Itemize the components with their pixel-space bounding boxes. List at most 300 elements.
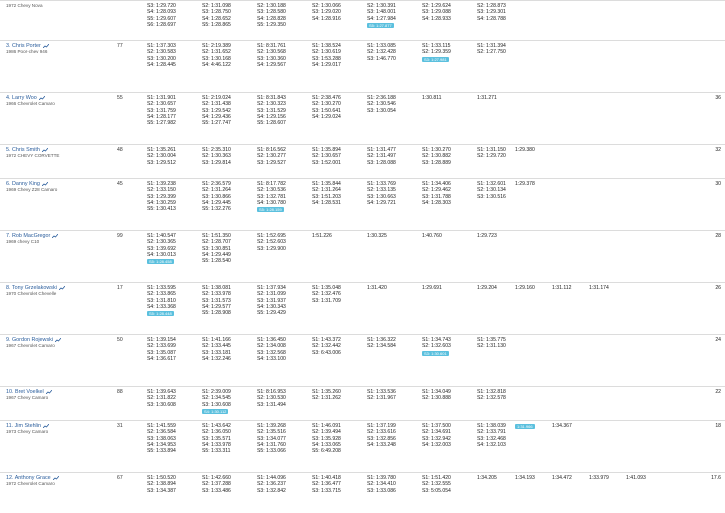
lap-time: S4: 1:29.024 [312,113,341,120]
session-cell [589,231,626,283]
lap-time: S1: 1:35.775 [477,337,506,343]
session-cell [626,41,663,93]
session-cell [477,93,515,145]
lap-time: S4: 1:33.368 [147,303,176,310]
lap-time: S3: 1:50.641 [312,107,341,114]
lap-time: S2: 1:30.277 [257,153,286,160]
best-lap-badge: S3: 1:30.601 [424,350,447,356]
session-cell [422,93,477,145]
session-cell [515,473,552,513]
chart-icon[interactable] [43,44,49,48]
lap-time: S2: 1:31.438 [202,101,231,108]
car-number: 31 [115,421,147,473]
lap-time: 1:29.380 [515,147,535,153]
chart-icon[interactable] [52,234,58,238]
lap-time: S3: 1:31.573 [202,297,231,304]
driver-name-link[interactable]: 6. Danny King [6,181,40,187]
session-cell [312,283,367,335]
lap-time: S1: 1:33.115 [422,43,451,49]
lap-time: S2: 1:33.978 [202,291,231,298]
lap-time: S1: 1:30.270 [422,147,451,153]
lap-time: S3: 1:29.900 [257,245,286,252]
lap-time: S4: 1:29.017 [312,61,341,68]
session-cell [147,179,202,231]
session-cell [663,179,700,231]
lap-time: S2: 1:32.428 [367,49,396,56]
session-cell [589,473,626,513]
lap-time: S3: 1:32.468 [477,435,506,442]
lap-time: S6: 1:28.697 [147,21,176,28]
table-row [0,473,725,513]
session-cell [202,93,257,145]
lap-time: S2: 1:36.237 [257,481,286,488]
lap-time: S1: 1:38.081 [202,285,231,291]
table-row [0,145,725,179]
lap-time: 1:33.979 [589,475,609,481]
lap-time: S5: 1:32.276 [202,206,231,213]
lap-time: S2: 1:31.264 [202,187,231,194]
lap-time: S5: 6:49.208 [312,448,341,455]
lap-time: S1: 8:31.761 [257,43,286,49]
car-model: 1986 Poor-chev 946 [6,49,48,55]
lap-time: S3: 1:34.077 [257,435,286,442]
lap-time: S1: 1:40.418 [312,475,341,481]
session-cell [312,335,367,387]
lap-time: 1:30.325 [367,233,387,239]
lap-time: S2: 1:33.135 [367,187,396,194]
lap-time: S1: 8:31.843 [257,95,286,101]
lap-time: S5: 1:33.894 [147,448,176,455]
session-cell [589,421,626,473]
lap-time: S4: 1:28.303 [422,199,451,206]
lap-time: S1: 1:38.039 [477,423,506,429]
lap-time: S2: 1:30.568 [257,49,286,56]
session-cell [257,231,312,283]
car-number: 45 [115,179,147,231]
session-cell [422,387,477,421]
lap-time: S2: 1:36.050 [202,429,231,436]
lap-time: S3: 1:31.494 [257,401,286,408]
session-cell [663,283,700,335]
session-cell [257,473,312,513]
session-cell [515,41,552,93]
lap-time: S2: 1:31.130 [477,343,506,350]
lap-time: S5: 1:28.865 [202,21,231,28]
lap-time: S2: 1:30.004 [147,153,176,160]
session-cell [422,145,477,179]
session-cell [422,1,477,41]
car-model: 1970 Chevrolet Chevelle [6,291,57,297]
session-cell [552,145,589,179]
lap-time: S3: 1:29.527 [257,159,286,166]
driver-name-link[interactable]: 7. Rob MacGregor [6,233,51,239]
lap-time: S1: 2:36.188 [367,95,396,101]
lap-time: S2: 1:31.099 [257,291,286,298]
lap-time: S2: 1:35.516 [257,429,286,436]
lap-time: S4: 1:33.978 [202,441,231,448]
lap-time: S2: 1:32.603 [422,343,451,350]
session-cell [477,145,515,179]
lap-time: 1:31.420 [367,285,387,291]
lap-time: S1: 1:37.303 [147,43,176,49]
lap-time: S1: 1:33.769 [367,181,396,187]
lap-time: S2: 1:39.494 [312,429,341,436]
table-row [0,41,725,93]
lap-time: S2: 1:27.750 [477,49,506,56]
lap-time: S3: 1:29.399 [147,193,176,200]
driver-name-link[interactable]: 10. Bret Voelkel [6,389,44,395]
lap-time: S3: 1:31.529 [257,107,286,114]
lap-time: S1: 1:34.049 [422,389,451,395]
lap-time: S1: 1:31.901 [147,95,176,101]
points-value: 18 [700,421,725,473]
lap-time: S1: 2:19.024 [202,95,231,101]
session-cell [422,421,477,473]
session-cell [515,179,552,231]
lap-time: S2: 1:34.691 [422,429,451,436]
driver-name-link[interactable]: 12. Anthony Grace [6,475,51,481]
car-model: 1972 Chevy Nova [6,3,43,8]
session-cell [589,335,626,387]
lap-time: S3: 1:28.889 [422,159,451,166]
best-lap-badge: S5: 1:28.458 [149,259,172,265]
session-cell [626,1,663,41]
session-cell [663,387,700,421]
lap-time: S3: 1:28.088 [367,159,396,166]
lap-time: S3: 1:33.715 [312,487,341,494]
points-value [700,41,725,93]
table-row [0,283,725,335]
lap-time: S1: 1:34.406 [422,181,451,187]
best-lap-badge: 1:31.966 [517,424,533,429]
lap-time: S1: 1:35.260 [312,389,341,395]
session-cell [663,41,700,93]
session-cell [663,1,700,41]
session-cell [626,387,663,421]
lap-time: S3: 1:30.360 [257,55,286,62]
lap-time: S4: 1:33.248 [367,441,396,448]
best-lap-badge: S3: 1:27.981 [424,56,447,62]
lap-time: S5: 1:27.747 [202,120,231,127]
session-cell [312,473,367,513]
driver-name-link[interactable]: 3. Chris Porter [6,43,41,49]
lap-time: S1: 1:43.642 [202,423,231,429]
driver-cell [0,335,115,387]
lap-time: S3: 1:31.709 [312,297,341,304]
lap-time: S4: 1:29.156 [257,113,286,120]
lap-time: 1:41.093 [626,475,646,481]
driver-cell [0,1,115,41]
lap-time: S2: 1:30.657 [312,153,341,160]
lap-time: S3: 1:30.516 [477,193,506,200]
lap-time: S4: 1:32.246 [202,355,231,362]
lap-time: S3: 1:29.301 [477,9,506,16]
session-cell [202,145,257,179]
session-cell [422,473,477,513]
lap-time: S1: 1:33.595 [147,285,176,291]
lap-time: S3: 1:30.866 [202,193,231,200]
lap-time: S3: 1:29.814 [202,159,231,166]
session-cell [202,179,257,231]
lap-time: S1: 1:41.559 [147,423,176,429]
lap-time: S3: 1:29.512 [147,159,176,166]
lap-time: S1: 1:33.536 [367,389,396,395]
lap-time: S2: 1:33.699 [147,343,176,350]
lap-time: S2: 1:30.546 [367,101,396,108]
lap-time: S3: 1:35.087 [147,349,176,356]
lap-time: S1: 1:41.166 [202,337,231,343]
lap-time: S2: 1:30.365 [147,239,176,246]
results-body [0,1,725,513]
lap-time: S4: 1:28.828 [257,15,286,22]
lap-time: S3: 1:31.810 [147,297,176,304]
lap-time: S2: 1:30.391 [367,3,396,9]
session-cell [626,473,663,513]
lap-time: S1: 1:32.818 [477,389,506,395]
lap-time: 1:29.160 [515,285,535,291]
session-cell [477,1,515,41]
lap-time: S3: 1:33.086 [367,487,396,494]
session-cell [257,179,312,231]
session-cell [367,421,422,473]
lap-time: S1: 8:16.562 [257,147,286,153]
lap-time: S4: 1:28.531 [312,199,341,206]
session-cell [422,283,477,335]
car-number [115,1,147,41]
session-cell [589,93,626,145]
lap-time: S3: 1:34.387 [147,487,176,494]
session-cell [257,283,312,335]
session-cell [312,179,367,231]
session-cell [202,41,257,93]
lap-time: S1: 2:39.009 [202,389,231,395]
lap-time: S4: 1:28.788 [477,15,506,22]
lap-time: S2: 1:33.616 [367,429,396,436]
session-cell [312,1,367,41]
session-cell [147,145,202,179]
lap-time: S1: 1:35.048 [312,285,341,291]
lap-time: S2: 1:30.882 [422,153,451,160]
session-cell [312,387,367,421]
chart-icon[interactable] [39,96,45,100]
session-cell [147,387,202,421]
lap-time: S1: 1:39.154 [147,337,176,343]
lap-time: S1: 1:51.420 [422,475,451,481]
driver-cell [0,231,115,283]
table-row [0,387,725,421]
car-number: 50 [115,335,147,387]
lap-time: S1: 2:38.476 [312,95,341,101]
lap-time: S2: 1:33.791 [477,429,506,436]
lap-time: 1:29.691 [422,285,442,291]
driver-cell [0,145,115,179]
lap-time: S2: 1:52.603 [257,239,286,246]
lap-time: S2: 1:34.584 [367,343,396,350]
session-cell [663,93,700,145]
session-cell [422,179,477,231]
session-cell [202,335,257,387]
lap-time: S1: 1:43.372 [312,337,341,343]
session-cell [626,93,663,145]
table-row [0,335,725,387]
car-number: 88 [115,387,147,421]
lap-time: S2: 1:29.720 [477,153,506,160]
session-cell [515,387,552,421]
lap-time: S2: 1:34.008 [257,343,286,350]
session-cell [422,335,477,387]
chart-icon[interactable] [46,390,52,394]
lap-time: S3: 1:29.088 [422,9,451,16]
session-cell [589,283,626,335]
lap-time: S2: 1:33.865 [147,291,176,298]
lap-time: S2: 1:29.462 [422,187,451,194]
car-number: 48 [115,145,147,179]
session-cell [202,421,257,473]
session-cell [257,335,312,387]
lap-time: S3: 1:31.788 [422,193,451,200]
session-cell [312,93,367,145]
car-model: 1973 Chevy Camaro [6,429,49,435]
session-cell [626,421,663,473]
lap-time: S1: 1:38.524 [312,43,341,49]
best-lap-badge: S5: 1:27.877 [369,22,392,28]
session-cell [626,145,663,179]
lap-time: S1: 1:31.150 [477,147,506,153]
car-number: 67 [115,473,147,513]
lap-time: S4: 1:28.177 [147,113,176,120]
session-cell [257,93,312,145]
session-cell [477,473,515,513]
lap-time: S3: 1:32.942 [422,435,451,442]
chart-icon[interactable] [53,476,59,480]
lap-time: S1: 1:50.520 [147,475,176,481]
session-cell [367,335,422,387]
driver-name-link[interactable]: 4. Larry Woo [6,95,37,101]
lap-time: S3: 1:28.580 [257,9,286,16]
lap-time: S2: 1:33.150 [147,187,176,194]
session-cell [663,473,700,513]
lap-time: S3: 1:30.851 [202,245,231,252]
session-cell [147,473,202,513]
driver-name-link[interactable]: 9. Gordon Rojewski [6,337,54,343]
lap-time: S1: 1:35.894 [312,147,341,153]
lap-time: S3: 1:31.759 [147,107,176,114]
session-cell [147,283,202,335]
lap-time: S5: 1:28.540 [202,258,231,265]
lap-time: 1:30.811 [422,95,442,101]
lap-time: S3: 1:30.200 [147,55,176,62]
session-cell [552,179,589,231]
lap-time: S1: 1:35.261 [147,147,176,153]
session-cell [663,145,700,179]
car-model: 1969 chevy C10 [6,239,40,245]
lap-time: S3: 1:32.842 [257,487,286,494]
session-cell [367,473,422,513]
session-cell [626,231,663,283]
lap-time: S2: 1:36.584 [147,429,176,436]
lap-time: S4: 1:33.065 [312,441,341,448]
car-number: 17 [115,283,147,335]
session-cell [147,41,202,93]
chart-icon[interactable] [42,182,48,186]
driver-cell [0,387,115,421]
lap-time: S5: 1:29.429 [257,310,286,317]
lap-time: S3: 1:39.692 [147,245,176,252]
lap-time: 1:29.723 [477,233,497,239]
driver-cell [0,473,115,513]
car-model: 1966 Chevrolet Camaro [6,101,55,107]
lap-time: S4: 1:32.003 [422,441,451,448]
lap-time: S3: 1:28.750 [202,9,231,16]
driver-name-link[interactable]: 11. Jim Stehlin [6,423,41,429]
chart-icon[interactable] [43,424,49,428]
lap-time: 1:31.271 [477,95,497,101]
session-cell [147,1,202,41]
lap-time: S1: 1:39.780 [367,475,396,481]
session-cell [202,1,257,41]
session-cell [589,1,626,41]
lap-time: S1: 1:46.091 [312,423,341,429]
lap-time: S4: 1:28.933 [422,15,451,22]
lap-time: S4: 1:30.343 [257,303,286,310]
lap-time: S4: 1:28.916 [312,15,341,22]
session-cell [626,283,663,335]
lap-time: S2: 1:30.657 [147,101,176,108]
lap-time: S1: 1:34.743 [422,337,451,343]
lap-time: S1: 1:39.238 [147,181,176,187]
session-cell [367,283,422,335]
lap-time: S4: 1:29.436 [202,113,231,120]
best-lap-badge: S5: 1:28.448 [149,311,172,317]
session-cell [147,421,202,473]
chart-icon[interactable] [59,286,65,290]
car-model: 1969 Chevy Z28 Camaro [6,187,58,193]
lap-time: S4: 1:31.760 [257,441,286,448]
session-cell [515,335,552,387]
lap-time: S3: 1:48.001 [367,9,396,16]
session-cell [552,231,589,283]
lap-time: S1: 2:36.579 [202,181,231,187]
lap-time: S3: 1:31.937 [257,297,286,304]
lap-time: S2: 1:32.442 [312,343,341,350]
lap-time: S2: 1:30.536 [257,187,286,194]
lap-time: S4: 1:34.953 [147,441,176,448]
points-value: 30 [700,179,725,231]
lap-time: S5: 1:33.066 [257,448,286,455]
chart-icon[interactable] [55,338,61,342]
session-cell [589,41,626,93]
lap-time: S3: 1:30.608 [147,401,176,408]
lap-time: S3: 6:43.006 [312,349,341,356]
session-cell [257,41,312,93]
driver-name-link[interactable]: 5. Chris Smith [6,147,40,153]
lap-time: S4: 1:28.445 [147,61,176,68]
session-cell [477,335,515,387]
driver-name-link[interactable]: 8. Tony Grzelakowski [6,285,57,291]
lap-time: S2: 1:30.888 [422,395,451,402]
session-cell [367,93,422,145]
lap-time: S3: 1:33.181 [202,349,231,356]
lap-time: S3: 1:29.542 [202,107,231,114]
lap-time: S2: 1:31.098 [202,3,231,9]
session-cell [515,231,552,283]
session-cell [515,145,552,179]
lap-time: S3: 1:32.568 [257,349,286,356]
best-lap-badge: S4: 1:30.112 [204,408,227,414]
session-cell [367,41,422,93]
chart-icon[interactable] [42,148,48,152]
session-cell [552,335,589,387]
